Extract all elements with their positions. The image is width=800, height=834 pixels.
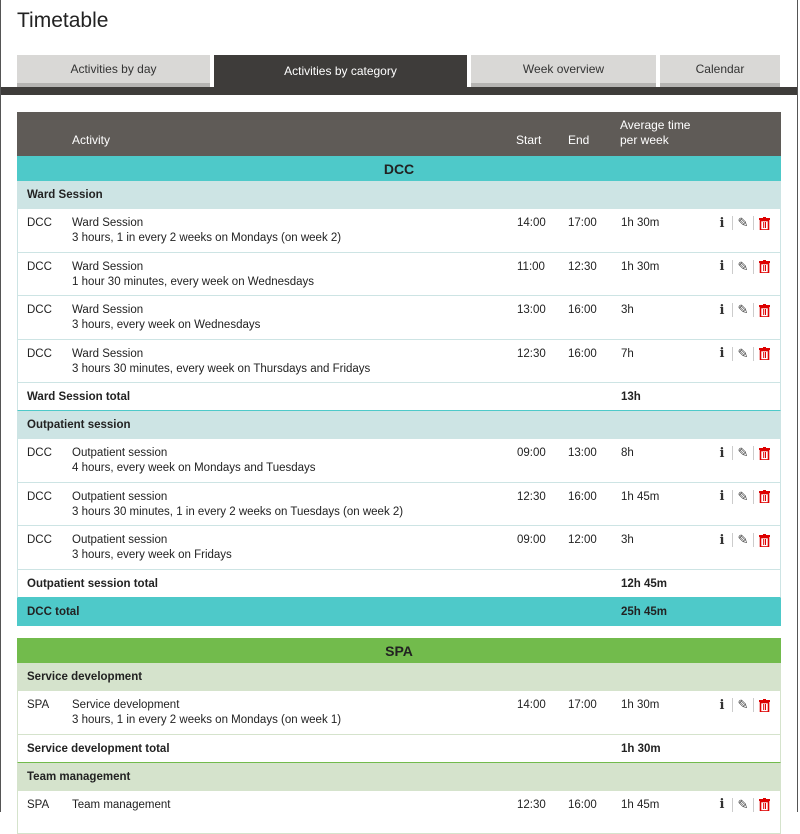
row-code: DCC bbox=[27, 304, 52, 316]
page-title: Timetable bbox=[17, 9, 108, 33]
tab-underline bbox=[1, 87, 797, 95]
category-heading: SPA bbox=[17, 638, 781, 663]
row-end: 12:30 bbox=[568, 261, 597, 273]
row-description: 3 hours 30 minutes, 1 in every 2 weeks on Tuesdays (on week 2) bbox=[72, 506, 403, 518]
category-total-value: 25h 45m bbox=[621, 606, 667, 618]
row-end: 17:00 bbox=[568, 217, 597, 229]
pencil-icon[interactable]: ✎ bbox=[733, 259, 753, 275]
col-end: End bbox=[568, 133, 589, 147]
table-row bbox=[17, 253, 781, 297]
row-start: 14:00 bbox=[517, 217, 546, 229]
trash-icon[interactable] bbox=[754, 215, 774, 231]
trash-icon[interactable] bbox=[754, 346, 774, 362]
row-code: DCC bbox=[27, 348, 52, 360]
row-activity: Service development bbox=[72, 699, 179, 711]
row-avg: 1h 45m bbox=[621, 799, 659, 811]
info-icon[interactable]: i bbox=[712, 259, 732, 275]
trash-icon[interactable] bbox=[754, 797, 774, 813]
row-activity: Ward Session bbox=[72, 217, 143, 229]
group-heading: Team management bbox=[17, 763, 781, 791]
col-start: Start bbox=[516, 133, 541, 147]
tab-activities-by-day[interactable]: Activities by day bbox=[17, 55, 210, 87]
row-activity: Team management bbox=[72, 799, 170, 811]
table-row bbox=[17, 209, 781, 253]
table-row bbox=[17, 691, 781, 735]
row-avg: 3h bbox=[621, 534, 634, 546]
group-total-label: Outpatient session total bbox=[27, 578, 158, 590]
row-avg: 1h 30m bbox=[621, 217, 659, 229]
table-row bbox=[17, 439, 781, 483]
row-description: 3 hours, 1 in every 2 weeks on Mondays (on week 2) bbox=[72, 232, 341, 244]
row-actions bbox=[712, 797, 774, 813]
row-description: 4 hours, every week on Mondays and Tuesdays bbox=[72, 462, 316, 474]
col-avg-2: per week bbox=[620, 133, 669, 147]
row-code: DCC bbox=[27, 261, 52, 273]
row-description: 3 hours, every week on Wednesdays bbox=[72, 319, 260, 331]
tab-bar bbox=[0, 55, 798, 95]
row-code: DCC bbox=[27, 447, 52, 459]
row-avg: 7h bbox=[621, 348, 634, 360]
group-heading: Ward Session bbox=[17, 181, 781, 209]
tab-week-overview[interactable]: Week overview bbox=[471, 55, 656, 87]
row-description: 3 hours 30 minutes, every week on Thursdays and Fridays bbox=[72, 363, 370, 375]
row-activity: Ward Session bbox=[72, 261, 143, 273]
row-avg: 3h bbox=[621, 304, 634, 316]
row-actions bbox=[712, 532, 774, 548]
row-activity: Outpatient session bbox=[72, 447, 167, 459]
table-row bbox=[17, 340, 781, 384]
row-end: 13:00 bbox=[568, 447, 597, 459]
row-actions bbox=[712, 215, 774, 231]
row-actions bbox=[712, 346, 774, 362]
row-description: 3 hours, every week on Fridays bbox=[72, 549, 232, 561]
row-end: 16:00 bbox=[568, 491, 597, 503]
group-heading: Service development bbox=[17, 663, 781, 691]
category-heading: DCC bbox=[17, 156, 781, 181]
col-avg: Average time bbox=[620, 118, 690, 132]
row-start: 12:30 bbox=[517, 491, 546, 503]
pencil-icon[interactable]: ✎ bbox=[733, 445, 753, 461]
pencil-icon[interactable]: ✎ bbox=[733, 215, 753, 231]
pencil-icon[interactable]: ✎ bbox=[733, 346, 753, 362]
table-row bbox=[17, 791, 781, 834]
row-actions bbox=[712, 302, 774, 318]
pencil-icon[interactable]: ✎ bbox=[733, 697, 753, 713]
table-header bbox=[17, 112, 781, 156]
row-activity: Ward Session bbox=[72, 304, 143, 316]
row-actions bbox=[712, 697, 774, 713]
table-row bbox=[17, 526, 781, 570]
group-total-value: 13h bbox=[621, 391, 641, 403]
trash-icon[interactable] bbox=[754, 532, 774, 548]
info-icon[interactable]: i bbox=[712, 697, 732, 713]
info-icon[interactable]: i bbox=[712, 489, 732, 505]
row-end: 16:00 bbox=[568, 304, 597, 316]
row-code: DCC bbox=[27, 491, 52, 503]
row-avg: 8h bbox=[621, 447, 634, 459]
tab-calendar[interactable]: Calendar bbox=[660, 55, 780, 87]
trash-icon[interactable] bbox=[754, 445, 774, 461]
col-activity: Activity bbox=[72, 133, 110, 147]
row-actions bbox=[712, 259, 774, 275]
row-description: 1 hour 30 minutes, every week on Wednesdays bbox=[72, 276, 314, 288]
row-start: 12:30 bbox=[517, 799, 546, 811]
row-end: 17:00 bbox=[568, 699, 597, 711]
trash-icon[interactable] bbox=[754, 302, 774, 318]
row-code: DCC bbox=[27, 534, 52, 546]
group-total-label: Ward Session total bbox=[27, 391, 130, 403]
group-total-row bbox=[17, 735, 781, 763]
category-table-spa bbox=[17, 638, 781, 834]
row-code: SPA bbox=[27, 699, 49, 711]
table-row bbox=[17, 483, 781, 527]
row-code: SPA bbox=[27, 799, 49, 811]
group-total-label: Service development total bbox=[27, 743, 170, 755]
row-avg: 1h 30m bbox=[621, 699, 659, 711]
pencil-icon[interactable]: ✎ bbox=[733, 797, 753, 813]
row-start: 12:30 bbox=[517, 348, 546, 360]
row-start: 09:00 bbox=[517, 534, 546, 546]
group-total-row bbox=[17, 383, 781, 411]
table-row bbox=[17, 296, 781, 340]
info-icon[interactable]: i bbox=[712, 302, 732, 318]
group-total-value: 12h 45m bbox=[621, 578, 667, 590]
row-avg: 1h 30m bbox=[621, 261, 659, 273]
row-end: 16:00 bbox=[568, 799, 597, 811]
trash-icon[interactable] bbox=[754, 697, 774, 713]
trash-icon[interactable] bbox=[754, 489, 774, 505]
row-avg: 1h 45m bbox=[621, 491, 659, 503]
category-total-row bbox=[17, 598, 781, 626]
row-actions bbox=[712, 489, 774, 505]
info-icon[interactable]: i bbox=[712, 346, 732, 362]
row-start: 11:00 bbox=[517, 261, 545, 273]
group-total-row bbox=[17, 570, 781, 598]
category-table-dcc bbox=[17, 112, 781, 626]
row-end: 12:00 bbox=[568, 534, 597, 546]
pencil-icon[interactable]: ✎ bbox=[733, 302, 753, 318]
pencil-icon[interactable]: ✎ bbox=[733, 489, 753, 505]
info-icon[interactable]: i bbox=[712, 445, 732, 461]
info-icon[interactable]: i bbox=[712, 215, 732, 231]
row-activity: Outpatient session bbox=[72, 491, 167, 503]
row-code: DCC bbox=[27, 217, 52, 229]
row-activity: Outpatient session bbox=[72, 534, 167, 546]
row-actions bbox=[712, 445, 774, 461]
tab-activities-by-category[interactable]: Activities by category bbox=[214, 55, 467, 87]
row-activity: Ward Session bbox=[72, 348, 143, 360]
trash-icon[interactable] bbox=[754, 259, 774, 275]
info-icon[interactable]: i bbox=[712, 532, 732, 548]
group-total-value: 1h 30m bbox=[621, 743, 661, 755]
pencil-icon[interactable]: ✎ bbox=[733, 532, 753, 548]
row-description: 3 hours, 1 in every 2 weeks on Mondays (on week 1) bbox=[72, 714, 341, 726]
row-end: 16:00 bbox=[568, 348, 597, 360]
group-heading: Outpatient session bbox=[17, 411, 781, 439]
info-icon[interactable]: i bbox=[712, 797, 732, 813]
row-start: 14:00 bbox=[517, 699, 546, 711]
row-start: 09:00 bbox=[517, 447, 546, 459]
row-start: 13:00 bbox=[517, 304, 546, 316]
category-total-label: DCC total bbox=[27, 606, 79, 618]
